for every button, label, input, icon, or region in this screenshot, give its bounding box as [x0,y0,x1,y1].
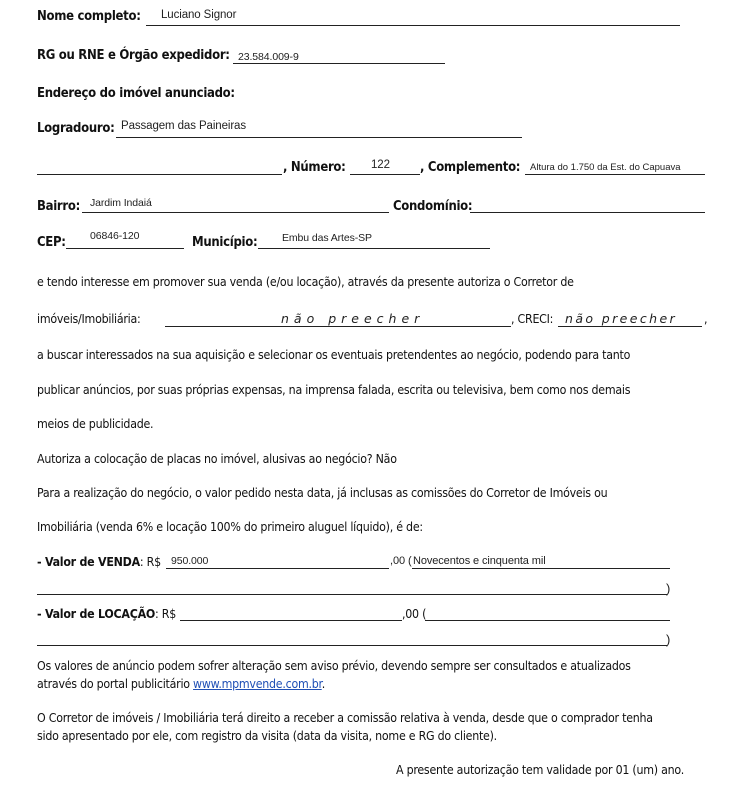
id-field[interactable]: 23.584.009-9 [238,51,299,63]
rent-close-paren: ) [666,632,671,647]
zip-underline [66,248,184,249]
note-1-line-2 [37,677,325,691]
note-1-suffix: . [321,677,325,691]
sale-value-row [37,555,161,569]
neighborhood-underline [82,212,389,213]
city-underline [258,248,490,249]
complement-label: , Complemento: [420,160,521,175]
signage-question-text: Autoriza a colocação de placas no imóvel, alusivas ao negócio? [37,452,373,466]
complement-underline [525,174,705,175]
street-field[interactable]: Passagem das Paineiras [121,120,247,132]
neighborhood-field[interactable]: Jardim Indaiá [90,197,152,209]
note-2-line-1: O Corretor de imóveis / Imobiliária terá direito a receber a comissão relativa à venda, desde que o comprador tenha [37,711,653,725]
full-name-label: Nome completo: [37,9,141,24]
sale-cents: ,00 ( [390,555,412,567]
authorization-line-3: a buscar interessados na sua aquisição e selecionar os eventuais pretendentes ao negócio, podendo para tanto [37,348,631,362]
street-continuation-underline [37,174,282,175]
full-name-field[interactable]: Luciano Signor [161,9,237,21]
rent-value-underline [180,620,402,621]
note-1-line-1: Os valores de anúncio podem sofrer alteração sem aviso prévio, devendo sempre ser consultados e atualizados [37,659,631,673]
creci-label: , CRECI: [511,312,554,326]
rent-cents: ,00 ( [402,607,427,621]
sale-words-continuation-underline [37,594,667,595]
rent-words-continuation-underline [37,645,667,646]
neighborhood-label: Bairro: [37,199,80,214]
sale-close-paren: ) [666,581,671,596]
rent-label: - Valor de LOCAÇÃO [37,607,156,621]
creci-underline [558,326,702,327]
id-label: RG ou RNE e Órgão expedidor: [37,48,230,63]
sale-label: - Valor de VENDA [37,555,140,569]
complement-field[interactable]: Altura do 1.750 da Est. do Capuava [530,162,681,173]
full-name-underline [146,25,680,26]
rent-value-row [37,607,176,621]
note-1-prefix: através do portal publicitário [37,677,194,691]
rent-currency: : R$ [155,607,177,621]
condominium-label: Condomínio: [393,199,473,214]
creci-field[interactable]: não preecher [565,311,678,326]
note-2-line-2: sido apresentado por ele, com registro da visita (data da visita, nome e RG do cliente). [37,729,497,743]
portal-link[interactable]: www.mpmvende.com.br [193,677,322,691]
signage-question [37,452,397,466]
validity-statement: A presente autorização tem validade por 01 (um) ano. [396,763,684,777]
city-field[interactable]: Embu das Artes-SP [282,232,372,244]
street-underline [116,137,522,138]
broker-field[interactable]: não preecher [281,311,425,326]
sale-value-underline [166,568,389,569]
number-label: , Número: [283,160,346,175]
sale-currency: : R$ [139,555,161,569]
signage-answer[interactable]: Não [375,452,397,466]
broker-underline [165,326,511,327]
authorization-line-5: meios de publicidade. [37,417,154,431]
pricing-intro-line-1: Para a realização do negócio, o valor pedido nesta data, já inclusas as comissões do Corretor de Imóveis ou [37,486,608,500]
rent-words-underline [425,620,670,621]
address-section-title: Endereço do imóvel anunciado: [37,86,235,101]
sale-words-underline [412,568,670,569]
pricing-intro-line-2: Imobiliária (venda 6% e locação 100% do primeiro aluguel líquido), é de: [37,520,423,534]
creci-trailing-comma: , [704,312,708,326]
number-underline [350,174,420,175]
city-label: Município: [192,235,258,250]
authorization-line-1: e tendo interesse em promover sua venda (e/ou locação), através da presente autoriza o Corretor de [37,275,574,289]
condominium-underline [470,212,705,213]
id-underline [233,63,445,64]
broker-label: imóveis/Imobiliária: [37,312,141,326]
number-field[interactable]: 122 [371,159,390,171]
zip-field[interactable]: 06846-120 [90,230,140,242]
zip-label: CEP: [37,235,66,250]
authorization-line-4: publicar anúncios, por suas próprias expensas, na imprensa falada, escrita ou televisiva, bem como nos demais [37,383,631,397]
sale-value-field[interactable]: 950.000 [171,555,209,567]
street-label: Logradouro: [37,121,115,136]
sale-words-field[interactable]: Novecentos e cinquenta mil [413,555,546,567]
